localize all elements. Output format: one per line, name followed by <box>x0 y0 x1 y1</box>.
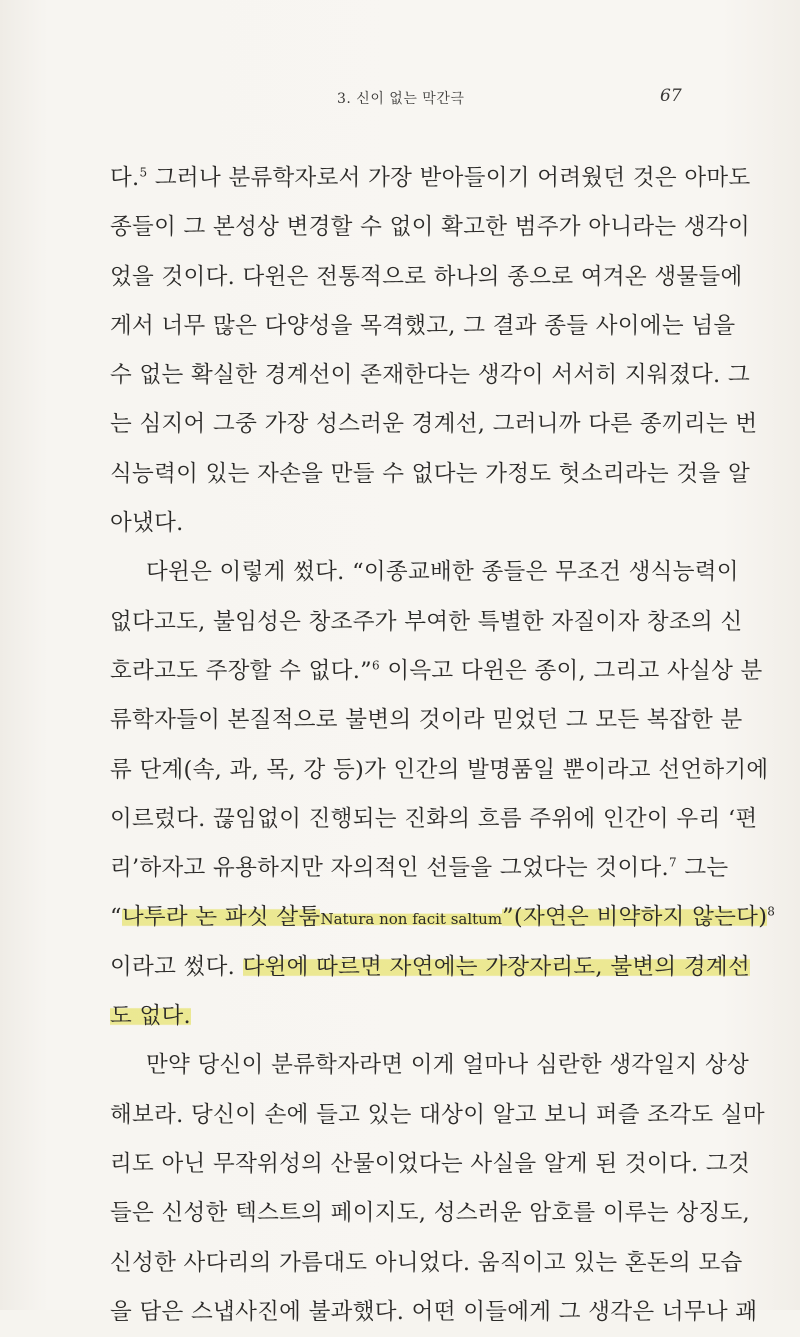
text-run: 수 없는 확실한 경계선이 존재한다는 생각이 서서히 지워졌다. 그 <box>110 362 750 389</box>
text-line <box>110 844 729 893</box>
text-run: 신성한 사다리의 가름대도 아니었다. 움직이고 있는 혼돈의 모습 <box>110 1249 743 1276</box>
text-line <box>110 548 739 597</box>
highlighted-text: 도 없다. <box>110 1003 192 1030</box>
footnote-marker: 6 <box>371 658 380 673</box>
text-run: 들은 신성한 텍스트의 페이지도, 성스러운 암호를 이루는 상징도, <box>110 1200 750 1227</box>
text-run: “ <box>110 904 122 931</box>
text-run: 그는 <box>676 855 729 882</box>
text-line <box>110 154 751 203</box>
text-line <box>110 893 776 942</box>
text-line <box>110 450 750 499</box>
text-line <box>110 1239 743 1288</box>
text-line <box>110 647 763 696</box>
text-run: 는 심지어 그중 가장 성스러운 경계선, 그러니까 다른 종끼리는 번 <box>110 411 758 438</box>
footnote-marker: 8 <box>767 904 776 919</box>
text-run: 만약 당신이 분류학자라면 이게 얼마나 심란한 생각일지 상상 <box>146 1052 750 1079</box>
page-header <box>0 88 800 112</box>
footnote-marker: 7 <box>668 855 677 870</box>
text-run: 류학자들이 본질적으로 불변의 것이라 믿었던 그 모든 복잡한 분 <box>110 707 743 734</box>
footnote-marker: 5 <box>139 165 148 180</box>
text-run: 다. <box>110 165 140 191</box>
running-head: 3. 신이 없는 막간극 <box>337 91 465 107</box>
text-run: 이윽고 다윈은 종이, 그리고 사실상 분 <box>379 657 763 684</box>
text-run: 이르렀다. 끊임없이 진행되는 진화의 흐름 주위에 인간이 우리 ‘편 <box>110 805 758 832</box>
text-run: 을 담은 스냅사진에 불과했다. 어떤 이들에게 그 생각은 너무나 괘 <box>110 1298 758 1325</box>
text-run: 었을 것이다. 다윈은 전통적으로 하나의 종으로 여겨온 생물들에 <box>110 263 743 290</box>
text-run: 리’하자고 유용하지만 자의적인 선들을 그었다는 것이다. <box>110 855 669 882</box>
text-run: 리도 아닌 무작위성의 산물이었다는 사실을 알게 된 것이다. 그것 <box>110 1150 750 1177</box>
text-line <box>110 943 750 992</box>
text-run: 아냈다. <box>110 510 184 537</box>
text-line <box>110 696 743 745</box>
text-line <box>110 598 743 647</box>
text-run: 다윈은 이렇게 썼다. “이종교배한 종들은 무조건 생식능력이 <box>146 559 739 586</box>
text-line <box>110 400 758 449</box>
highlighted-text: ”(자연은 비약하지 않는다) <box>502 904 768 931</box>
page-number: 67 <box>660 86 682 106</box>
text-line <box>110 499 690 548</box>
text-run: 게서 너무 많은 다양성을 목격했고, 그 결과 종들 사이에는 넘을 <box>110 312 736 339</box>
text-run: 없다고도, 불임성은 창조주가 부여한 특별한 자질이자 창조의 신 <box>110 608 743 635</box>
text-line <box>110 746 769 795</box>
paragraph <box>110 548 776 1041</box>
body-text <box>110 154 776 1337</box>
text-run: 해보라. 당신이 손에 들고 있는 대상이 알고 보니 퍼즐 조각도 실마 <box>110 1101 765 1128</box>
text-line <box>110 253 743 302</box>
text-line <box>110 302 736 351</box>
text-line <box>110 1288 758 1337</box>
text-run: 이라고 썼다. <box>110 953 243 980</box>
paragraph <box>110 154 758 548</box>
highlighted-text: 다윈에 따르면 자연에는 가장자리도, 불변의 경계선 <box>242 953 750 980</box>
text-line <box>110 203 750 252</box>
highlighted-text: Natura non facit saltum <box>320 910 503 929</box>
text-run: 종들이 그 본성상 변경할 수 없이 확고한 범주가 아니라는 생각이 <box>110 214 750 241</box>
text-run: 식능력이 있는 자손을 만들 수 없다는 가정도 헛소리라는 것을 알 <box>110 460 750 487</box>
text-line <box>110 795 758 844</box>
text-run: 류 단계(속, 과, 목, 강 등)가 인간의 발명품일 뿐이라고 선언하기에 <box>110 756 769 783</box>
paragraph <box>110 1041 765 1337</box>
text-line <box>110 1041 750 1090</box>
text-line <box>110 1140 750 1189</box>
text-line <box>110 351 750 400</box>
text-line <box>110 1189 750 1238</box>
text-line <box>110 992 690 1041</box>
text-run: 호라고도 주장할 수 없다.” <box>110 657 372 684</box>
text-line <box>110 1091 765 1140</box>
text-run: 그러나 분류학자로서 가장 받아들이기 어려웠던 것은 아마도 <box>147 165 751 191</box>
highlighted-text: 나투라 논 파싯 살툼 <box>121 904 321 931</box>
